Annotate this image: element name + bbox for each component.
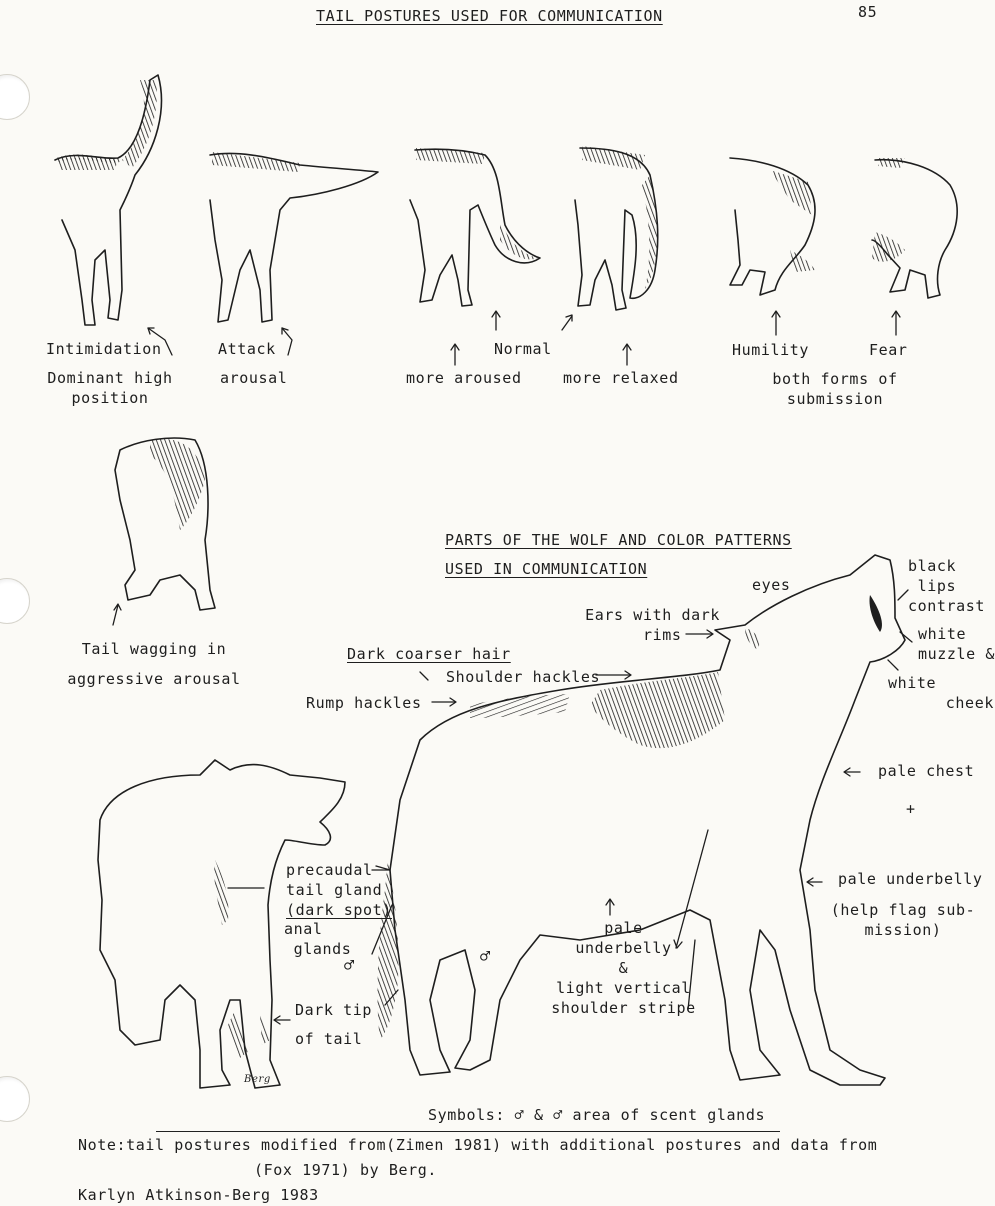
label-fear: Fear [869, 341, 908, 359]
label-attack: Attack [218, 340, 276, 358]
label-rump-hackles: Rump hackles [306, 694, 422, 712]
male-symbol-rear: ♂ [344, 956, 355, 976]
note-line-1: Note:tail postures modified from(Zimen 1981) with additional postures and data from [78, 1136, 878, 1154]
label-white-cheek: white cheek [888, 674, 994, 712]
label-pale-underbelly-right: pale underbelly [838, 870, 983, 888]
label-eyes: eyes [752, 576, 791, 594]
symbols-legend: Symbols: ♂ & ♂ area of scent glands [428, 1106, 766, 1124]
label-white-muzzle: white muzzle & [918, 625, 995, 663]
label-more-aroused: more aroused [406, 369, 522, 387]
label-dark-tip-of-tail: Dark tip of tail [295, 1001, 373, 1048]
posture-attack-drawing [210, 152, 378, 322]
male-symbol-side: ♂ [480, 947, 491, 967]
footer-divider [156, 1131, 780, 1132]
posture-more-aroused-drawing [410, 148, 540, 306]
section-subtitle: PARTS OF THE WOLF AND COLOR PATTERNS USED IN COMMUNICATION [445, 531, 792, 578]
label-arousal: arousal [220, 369, 288, 387]
label-dominant-high-position: Dominant high position [47, 369, 173, 407]
label-normal: Normal [494, 340, 552, 358]
label-tail-wagging: Tail wagging in aggressive arousal [67, 640, 241, 688]
page-number: 85 [858, 3, 878, 21]
posture-fear-drawing [872, 158, 957, 298]
label-humility: Humility [732, 341, 810, 359]
label-shoulder-hackles: Shoulder hackles [446, 668, 601, 686]
note-line-2: (Fox 1971) by Berg. [254, 1161, 437, 1179]
label-plus: + [906, 800, 916, 818]
label-pale-underbelly-stripe: pale underbelly & light vertical shoulder stripe [551, 919, 696, 1017]
page-title: TAIL POSTURES USED FOR COMMUNICATION [316, 7, 663, 25]
label-submission: both forms of submission [772, 370, 898, 408]
posture-intimidation-drawing [55, 75, 161, 325]
label-ears-dark-rims: Ears with dark rims [585, 606, 720, 644]
label-anal-glands: anal glands [284, 920, 352, 958]
label-more-relaxed: more relaxed [563, 369, 679, 387]
label-help-flag-submission: (help flag sub- mission) [830, 901, 976, 939]
posture-tail-wagging-drawing [115, 438, 215, 610]
label-pale-chest: pale chest [878, 762, 975, 780]
label-intimidation: Intimidation [46, 340, 162, 358]
posture-humility-drawing [730, 158, 815, 295]
label-black-lips: black lips contrast [908, 557, 986, 615]
posture-more-relaxed-drawing [575, 146, 658, 310]
label-dark-coarser-hair: Dark coarser hair [347, 645, 511, 663]
label-precaudal-tail-gland: precaudal tail gland (dark spot) [286, 861, 392, 919]
artist-signature: Berg [244, 1074, 271, 1085]
author-credit: Karlyn Atkinson-Berg 1983 [78, 1186, 319, 1204]
